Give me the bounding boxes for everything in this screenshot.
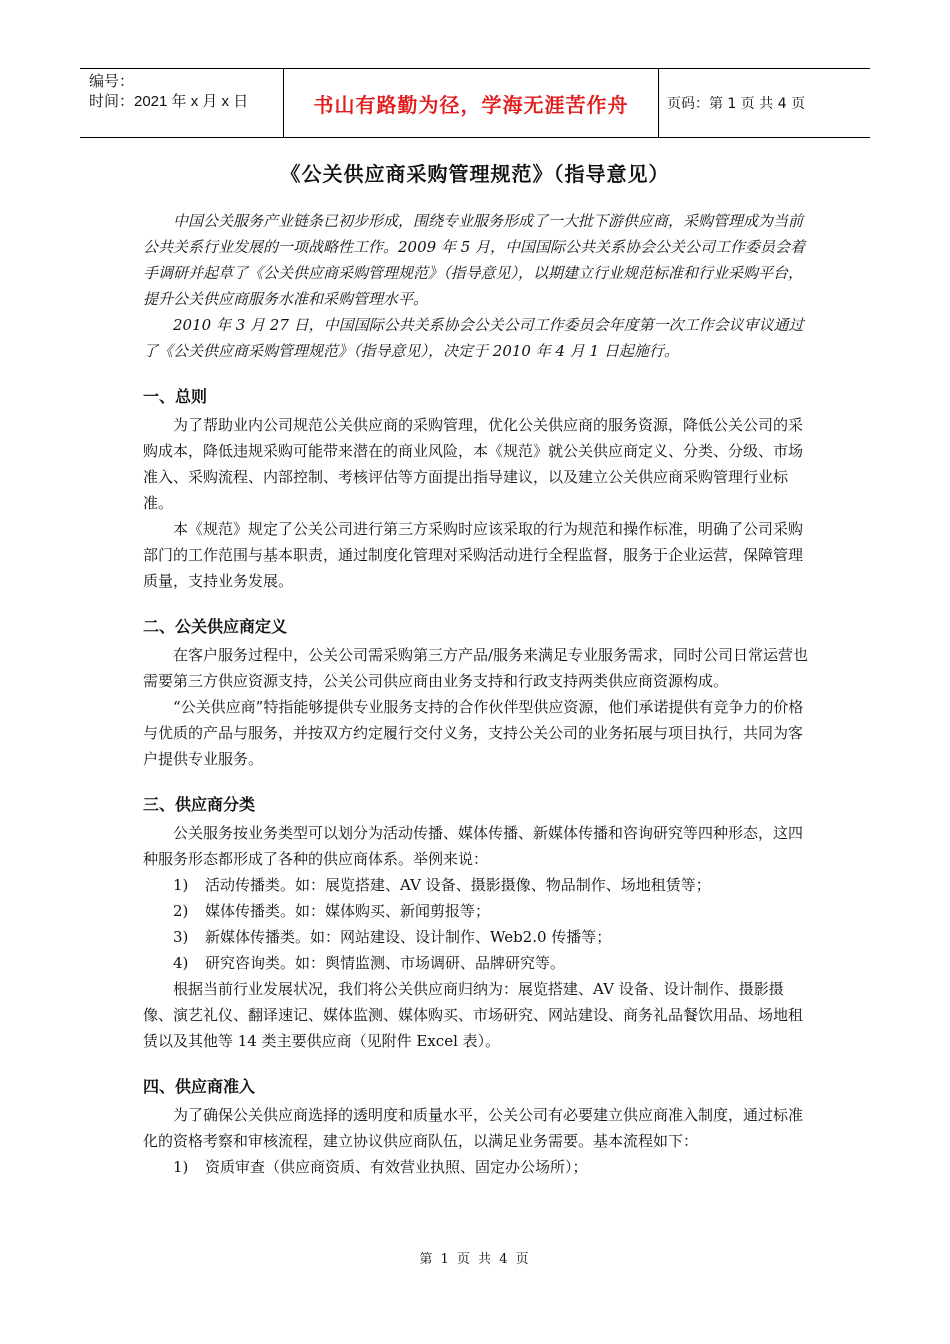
list-item-number: 1) [173, 1158, 189, 1176]
list-item [143, 872, 811, 898]
section-heading-general: 一、总则 [143, 387, 208, 406]
list-item-text: 新媒体传播类。如：网站建设、设计制作、Web2.0 传播等； [205, 928, 612, 946]
section-heading-classification: 三、供应商分类 [143, 795, 256, 814]
document-time-label: 时间：2021 年 x 月 x 日 [89, 93, 249, 110]
list-item-text: 研究咨询类。如：舆情监测、市场调研、品牌研究等。 [205, 954, 566, 972]
section-paragraph: 为了帮助业内公司规范公关供应商的采购管理，优化公关供应商的服务资源，降低公关公司的采购成本，降低违规采购可能带来潜在的商业风险，本《规范》就公关供应商定义、分类、分级、市场准入、采购流程、内部控制、考核评估等方面提出指导建议，以及建立公关供应商采购管理行业标准。 [143, 416, 804, 512]
list-item-text: 活动传播类。如：展览搭建、AV 设备、摄影摄像、物品制作、场地租赁等； [205, 876, 711, 894]
section-heading-definition: 二、公关供应商定义 [143, 617, 288, 636]
list-item-number: 3) [173, 928, 189, 946]
list-item [143, 924, 811, 950]
header-left-cell [80, 69, 283, 137]
list-item-text: 媒体传播类。如：媒体购买、新闻剪报等； [205, 902, 491, 920]
header-page-info: 页码：第 1 页 共 4 页 [667, 96, 806, 112]
list-item-number: 4) [173, 954, 189, 972]
header-motto-cell [283, 69, 659, 137]
document-header [80, 68, 870, 138]
section-paragraph: 在客户服务过程中，公关公司需采购第三方产品/服务来满足专业服务需求，同时公司日常运营也需要第三方供应资源支持，公关公司供应商由业务支持和行政支持两类供应商资源构成。 [143, 646, 809, 690]
section-heading-admission: 四、供应商准入 [143, 1077, 256, 1096]
section-paragraph: 公关服务按业务类型可以划分为活动传播、媒体传播、新媒体传播和咨询研究等四种形态，这四种服务形态都形成了各种的供应商体系。举例来说： [143, 824, 804, 868]
list-item-number: 2) [173, 902, 189, 920]
header-motto: 书山有路勤为径，学海无涯苦作舟 [313, 92, 629, 117]
section-paragraph: 根据当前行业发展状况，我们将公关供应商归纳为：展览搭建、AV 设备、设计制作、摄影摄像、演艺礼仪、翻译速记、媒体监测、媒体购买、市场研究、网站建设、商务礼品餐饮用品、场地租赁以及其他等 14 类主要供应商（见附件 Excel 表）。 [143, 980, 804, 1050]
section-paragraph: 本《规范》规定了公关公司进行第三方采购时应该采取的行为规范和操作标准，明确了公司采购部门的工作范围与基本职责，通过制度化管理对采购活动进行全程监督，服务于企业运营，保障管理质量，支持业务发展。 [143, 520, 804, 590]
intro-paragraph-1: 中国公关服务产业链条已初步形成，围绕专业服务形成了一大批下游供应商，采购管理成为当前公共关系行业发展的一项战略性工作。2009 年 5 月，中国国际公共关系协会公关公司工作委员会着手调研并起草了《公关供应商采购管理规范》（指导意见），以期建立行业规范标准和行业采购平台，提升公关供应商服务水准和采购管理水平。 [143, 212, 806, 308]
page-footer: 第 1 页 共 4 页 [419, 1252, 531, 1267]
document-number-label: 编号： [89, 73, 135, 90]
intro-paragraph-2: 2010 年 3 月 27 日，中国国际公共关系协会公关公司工作委员会年度第一次工作会议审议通过了《公关供应商采购管理规范》（指导意见），决定于 2010 年 4 月 1 日起施行。 [143, 316, 804, 360]
document-body [143, 208, 811, 1180]
document-title: 《公关供应商采购管理规范》（指导意见） [280, 162, 670, 186]
section-paragraph: 为了确保公关供应商选择的透明度和质量水平，公关公司有必要建立供应商准入制度，通过标准化的资格考察和审核流程，建立协议供应商队伍，以满足业务需要。基本流程如下： [143, 1106, 804, 1150]
list-item-number: 1) [173, 876, 189, 894]
list-item [143, 950, 811, 976]
list-item-text: 资质审查（供应商资质、有效营业执照、固定办公场所）； [205, 1158, 588, 1176]
section-paragraph: “公关供应商”特指能够提供专业服务支持的合作伙伴型供应资源，他们承诺提供有竞争力的价格与优质的产品与服务，并按双方约定履行交付义务，支持公关公司的业务拓展与项目执行，共同为客户提供专业服务。 [143, 698, 804, 768]
list-item [143, 898, 811, 924]
list-item [143, 1154, 811, 1180]
